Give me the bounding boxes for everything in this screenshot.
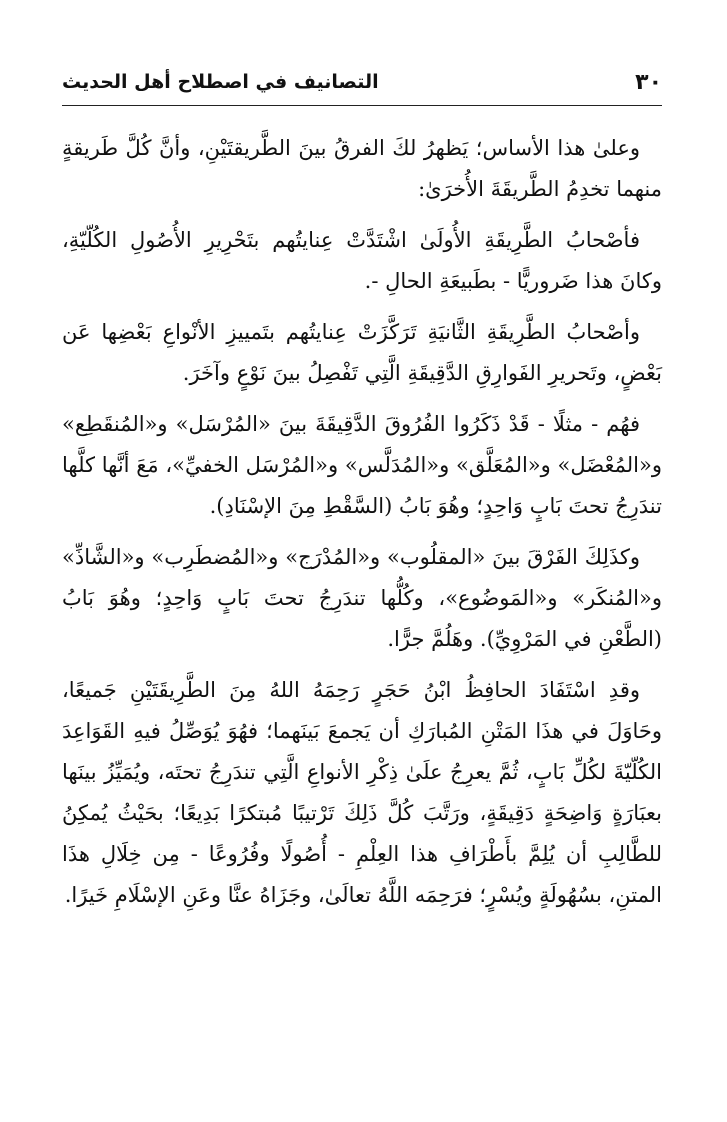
paragraph: فهُم - مثلًا - قَدْ ذَكَرُوا الفُرُوقَ الدَّقِيقَةَ بينَ «المُرْسَل» و«المُنقَطِع» و«المُعْضَل» و«المُعَلَّق» و«المُدَلَّس» و«المُرْسَل الخفيِّ»، مَعَ أنَّها كلَّها تندَرِجُ تحتَ بَابٍ وَاحِدٍ؛ وهُوَ بَابُ (السَّقْطِ مِنَ الإسْنَادِ). — [62, 412, 662, 518]
page-header — [62, 62, 662, 102]
page-number: ٣٠ — [635, 69, 662, 95]
paragraph: وعلىٰ هذا الأساس؛ يَظهرُ لكَ الفرقُ بينَ الطَّريقتَيْنِ، وأنَّ كُلَّ طَريقةٍ منهما تخدِمُ الطَّريقَةَ الأُخرَىٰ: — [62, 136, 662, 201]
body-text — [62, 128, 662, 926]
header-divider — [62, 105, 662, 106]
paragraph: وكذَلِكَ الفَرْقَ بينَ «المقلُوب» و«المُدْرَج» و«المُضطَرِب» و«الشَّاذِّ» و«المُنكَر» و«المَوضُوع»، وكُلُّها تندَرِجُ تحتَ بَابٍ وَاحِدٍ؛ وهُوَ بَابُ (الطَّعْنِ في المَرْوِيِّ). وهَلُمَّ جرًّا. — [62, 545, 662, 651]
paragraph: فأصْحابُ الطَّرِيقَةِ الأُولَىٰ اشْتَدَّتْ عِنايتُهم بتَحْرِيرِ الأُصُولِ الكُلّيّةِ، وكانَ هذا ضَروريًّا - بطَبيعَةِ الحالِ -. — [62, 228, 662, 293]
paragraph: وقدِ اسْتَفَادَ الحافِظُ ابْنُ حَجَرٍ رَحِمَهُ اللهُ مِنَ الطَّرِيقَتَيْنِ جَميعًا، وحَاوَلَ في هذَا المَتْنِ المُبارَكِ أن يَجمعَ بَينَهما؛ فهُوَ يُوَصِّلُ فيهِ القَوَاعِدَ الكُلّيّةَ لكُلِّ بَابٍ، ثُمَّ يعرِجُ علَىٰ ذِكْرِ الأنواعِ الَّتِي تندَرِجُ تحتَه، ويُمَيِّزُ بينَها بعبَارَةٍ وَاضِحَةٍ دَقِيقَةٍ، ورَتَّبَ كُلَّ ذَلِكَ تَرْتيبًا مُبتكرًا بَدِيعًا؛ بحَيْثُ يُمكِنُ للطَّالِبِ أن يُلِمَّ بأَطْرَافِ هذا العِلْمِ - أُصُولًا وفُرُوعًا - مِن خِلَالِ هذَا المتنِ، بسُهُولَةٍ ويُسْرٍ؛ فرَحِمَه اللَّهُ تعالَىٰ، وجَزَاهُ عنَّا وعَنِ الإسْلَامِ خَيرًا. — [62, 678, 662, 907]
paragraph: وأصْحابُ الطَّرِيقَةِ الثَّانيَةِ تَرَكَّزَتْ عِنايتُهم بتَمييزِ الأنْواعِ بَعْضِها عَن بَعْضٍ، وتَحريرِ الفَوارِقِ الدَّقِيقَةِ الَّتِي تَفْصِلُ بينَ نَوْعٍ وآخَرَ. — [62, 320, 662, 385]
running-title: التصانيف في اصطلاح أهل الحديث — [62, 71, 379, 93]
